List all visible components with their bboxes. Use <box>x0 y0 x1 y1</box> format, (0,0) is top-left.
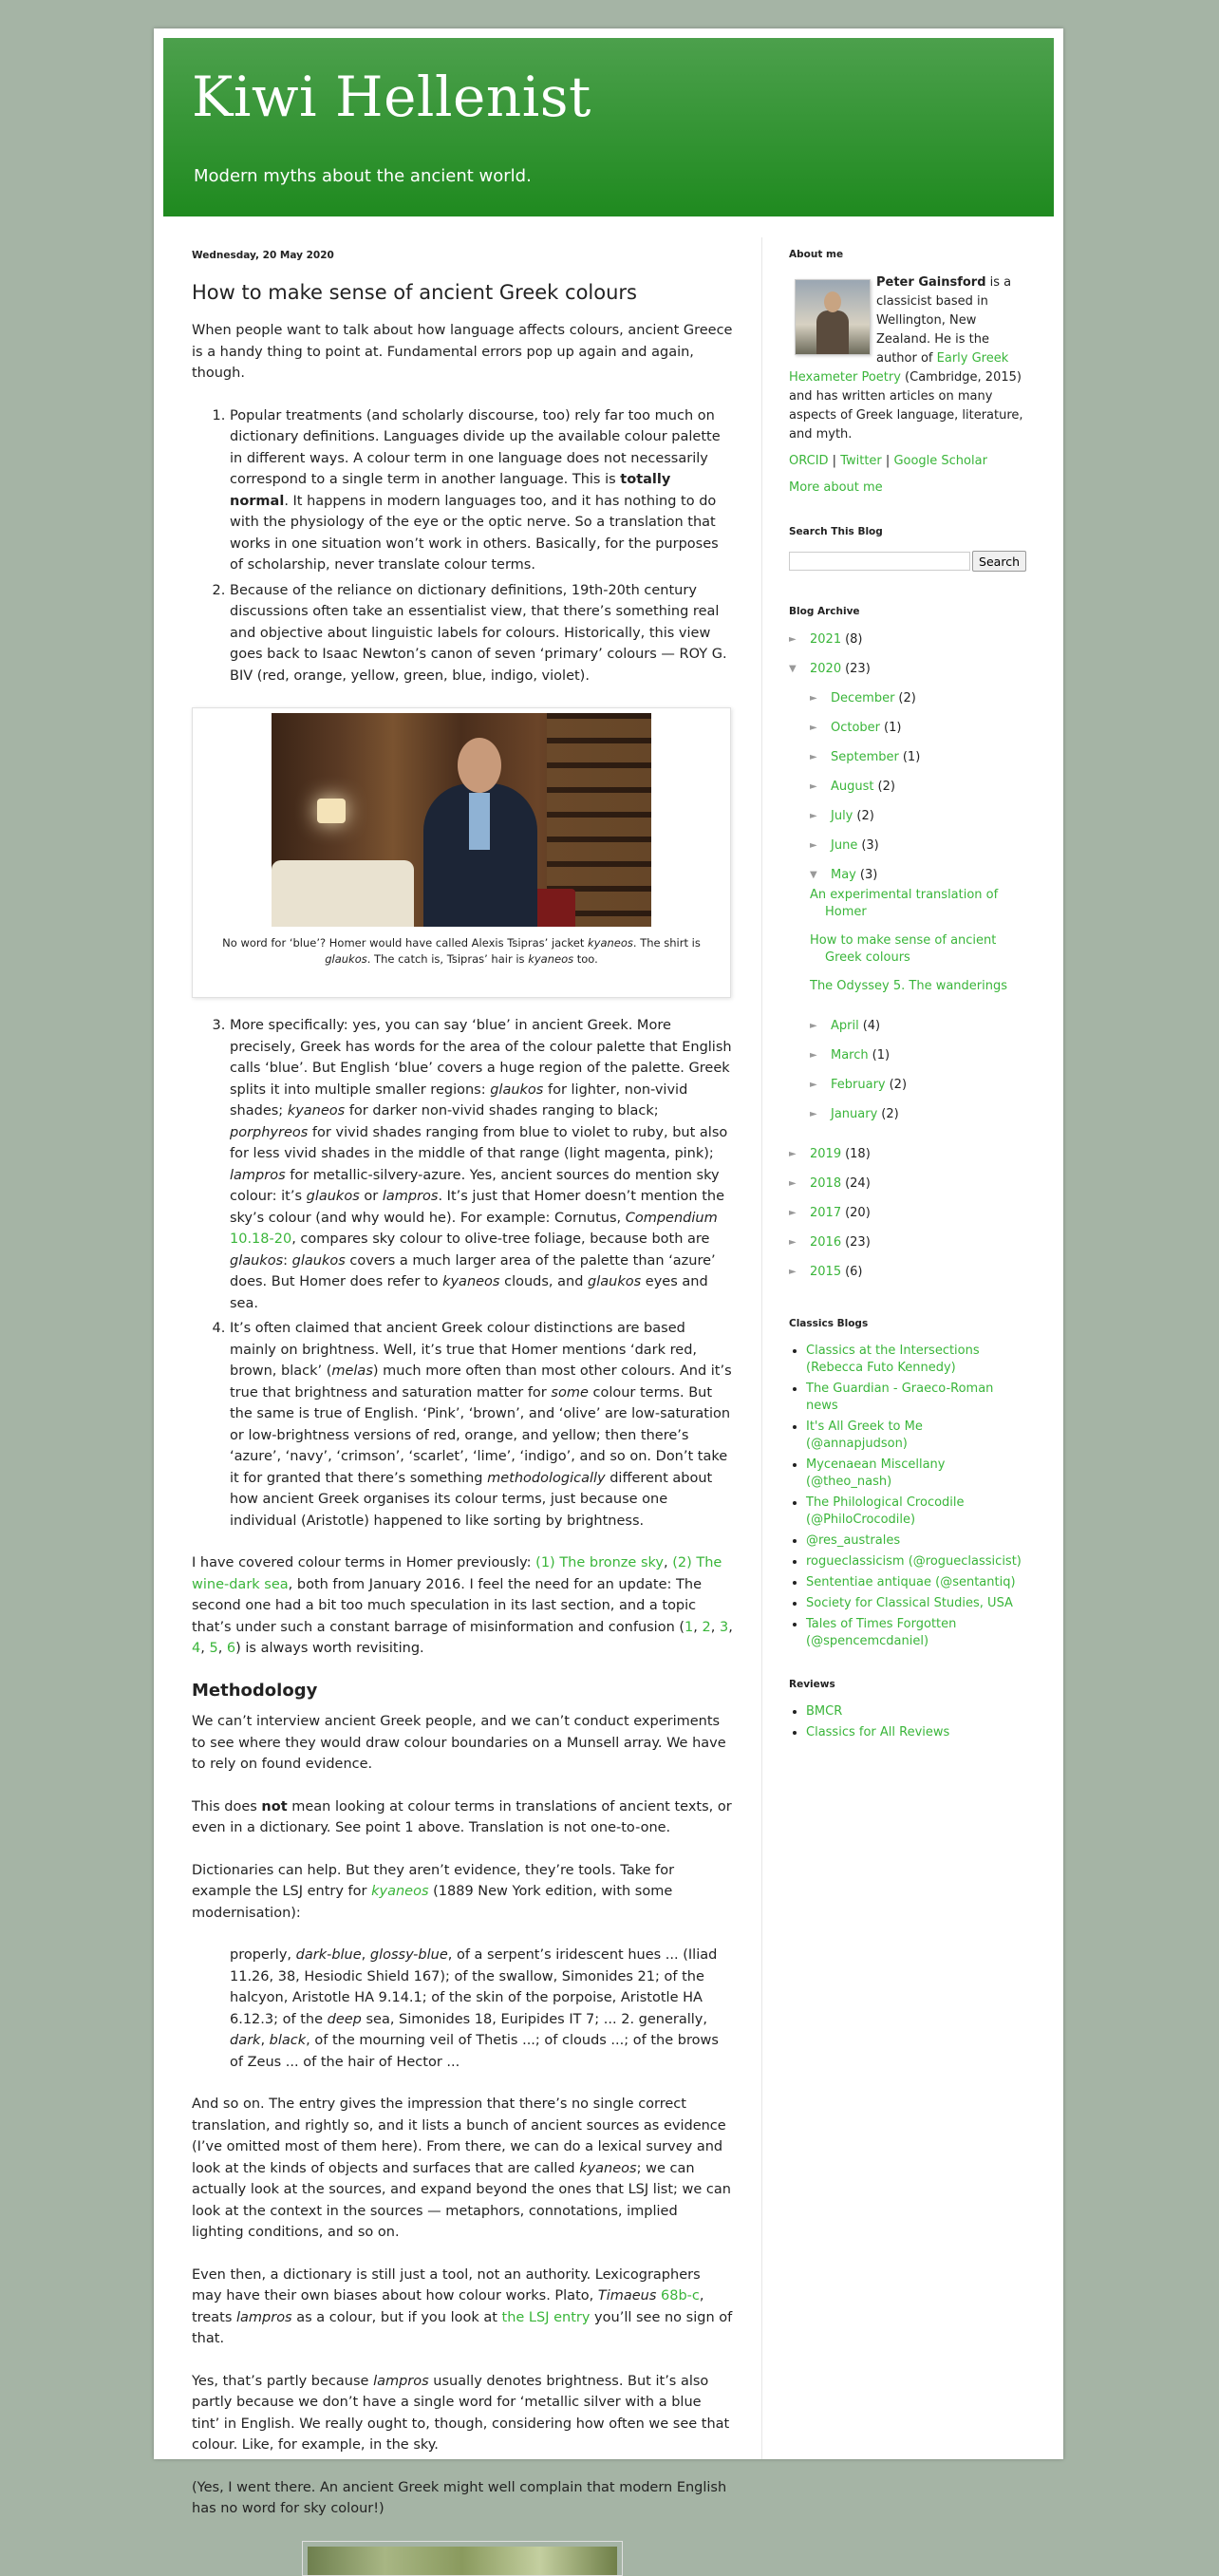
expand-toggle-icon[interactable]: ► <box>789 1208 797 1218</box>
expand-toggle-icon[interactable]: ► <box>810 693 817 704</box>
text-fragment: mean looking at colour terms in translations of ancient texts, or even in a dictionary. See point 1 above. Translation is not one-to-one. <box>192 1798 732 1835</box>
post-count: (2) <box>877 780 895 794</box>
post-count: (2) <box>856 809 874 823</box>
post-intro: When people want to talk about how language affects colours, ancient Greece is a handy thing to point at. Fundamental errors pop up again and again, though. <box>192 323 733 381</box>
points-list-1 <box>192 405 733 687</box>
year-link[interactable]: 2020 <box>810 662 842 676</box>
tsipras-photo[interactable] <box>272 713 651 927</box>
orcid-link[interactable]: ORCID <box>789 454 829 468</box>
more-about-me-link[interactable]: More about me <box>789 480 883 495</box>
text-fragment: More specifically: yes, you can say ‘blue’ in ancient Greek. More precisely, Greek has words for the area of the colour palette that English calls ‘blue’. But English ‘blue’ covers a huge region of the palette. Greek splits it into multiple smaller regions: <box>230 1018 732 1098</box>
text-fragment: , <box>260 2033 270 2048</box>
text-fragment: you’ll see no sign of that. <box>192 2309 733 2346</box>
search-button[interactable]: Search <box>972 551 1026 572</box>
blog-description: Modern myths about the ancient world. <box>194 166 532 186</box>
expand-toggle-icon[interactable]: ► <box>789 1149 797 1159</box>
post-count: (6) <box>845 1265 863 1279</box>
expand-toggle-icon[interactable]: ► <box>810 1080 817 1090</box>
blog-list-item <box>806 1595 1026 1612</box>
archive-post-link <box>810 978 1026 995</box>
blog-page <box>154 28 1063 2516</box>
month-link[interactable]: August <box>831 780 874 794</box>
ref-link-3[interactable]: 3 <box>719 1619 729 1635</box>
text-fragment: usually denotes brightness. But it’s also partly because we don’t have a single word for ‘metallic silver with a blue tint’ in English. We really ought to, though, considering how often we see that colour. Like, for example, in the sky. <box>192 2373 730 2453</box>
point-2: 2. Because of the reliance on dictionary definitions, 19th-20th century discussions often take an essentialist view, that there’s something real and objective about linguistic labels for colours. Historically, this view goes back to Isaac Newton’s canon of seven ‘primary’ colours — ROY G. BIV (red, orange, yellow, green, blue, indigo, violet). <box>230 580 733 687</box>
blog-list-item <box>806 1532 1026 1550</box>
post-count: (20) <box>845 1206 871 1220</box>
second-photo[interactable] <box>308 2547 617 2575</box>
profile-links <box>789 452 1026 471</box>
year-link[interactable]: 2015 <box>810 1265 842 1279</box>
ref-link-6[interactable]: 6 <box>226 1641 236 1656</box>
text-fragment: too. <box>573 952 598 966</box>
search-input[interactable] <box>789 552 970 571</box>
italic-term: lampros <box>373 2373 429 2389</box>
text-fragment: No word for ‘blue’? Homer would have called Alexis Tsipras’ jacket <box>222 936 588 950</box>
archive-month <box>810 1105 1026 1124</box>
post-count: (1) <box>884 721 902 735</box>
italic-term: kyaneos <box>442 1274 500 1289</box>
blog-link[interactable]: Mycenaean Miscellany (@theo_nash) <box>806 1457 946 1489</box>
post-link[interactable]: How to make sense of ancient Greek colours <box>810 933 997 965</box>
italic-term: kyaneos <box>588 936 633 950</box>
post-count: (2) <box>889 1078 908 1092</box>
blog-link[interactable]: It's All Greek to Me (@annapjudson) <box>806 1420 923 1451</box>
blog-list-item <box>806 1495 1026 1529</box>
text-fragment: . The catch is, Tsipras’ hair is <box>366 952 529 966</box>
blog-list-item <box>806 1343 1026 1377</box>
italic-term: kyaneos <box>528 952 574 966</box>
archive-month <box>810 748 1026 767</box>
year-link[interactable]: 2017 <box>810 1206 842 1220</box>
text-fragment: , <box>217 1641 227 1656</box>
blog-link[interactable]: The Guardian - Graeco-Roman news <box>806 1382 994 1413</box>
expand-toggle-icon[interactable]: ► <box>789 1237 797 1248</box>
methodology-para-6 <box>192 2371 733 2456</box>
text-fragment: . It happens in modern languages too, and it has nothing to do with the physiology of the eye or the optic nerve. So a translation that works in one situation won’t work in others. Basically, for the purposes of scholarship, never translate colour terms. <box>230 493 719 573</box>
text-fragment: . The shirt is <box>632 936 701 950</box>
text-fragment: It’s often claimed that ancient Greek colour distinctions are based mainly on brightness. Well, it’s true that Homer mentions ‘dark red, brown, black’ ( <box>230 1321 698 1379</box>
author-avatar[interactable] <box>795 279 871 355</box>
archive-month <box>810 689 1026 708</box>
previous-posts-paragraph <box>192 1552 733 1660</box>
collapse-toggle-icon[interactable]: ▼ <box>789 664 797 674</box>
expand-toggle-icon[interactable]: ► <box>810 781 817 792</box>
archive-month-may <box>810 866 1026 1006</box>
about-widget <box>789 245 1026 498</box>
post-count: (2) <box>881 1107 899 1121</box>
reviews-widget <box>789 1675 1026 1741</box>
text-fragment: , <box>200 1641 210 1656</box>
bold-text: totally normal <box>230 472 671 509</box>
archive-year <box>789 1204 1026 1223</box>
archive-year <box>789 1145 1026 1164</box>
text-fragment: Yes, that’s partly because <box>192 2373 374 2389</box>
archive-widget <box>789 602 1026 1282</box>
text-fragment: for metallic-silvery-azure. Yes, ancient sources do mention sky colour: it’s <box>230 1167 720 1204</box>
italic-term: methodologically <box>487 1470 606 1486</box>
post-count: (3) <box>859 868 878 882</box>
italic-term: kyaneos <box>371 1884 429 1899</box>
expand-toggle-icon[interactable]: ► <box>810 1050 817 1061</box>
archive-month <box>810 807 1026 826</box>
point-4 <box>230 1318 733 1532</box>
text-fragment: for vivid shades ranging from blue to violet to ruby, but also for less vivid shades in the middle of that range (light magenta, pink); <box>230 1124 728 1161</box>
compendium-link[interactable]: 10.18-20 <box>230 1232 292 1247</box>
review-list-item <box>806 1703 1026 1720</box>
lsj-entry-link[interactable]: the LSJ entry <box>501 2309 591 2325</box>
expand-toggle-icon[interactable]: ► <box>810 840 817 851</box>
google-scholar-link[interactable]: Google Scholar <box>893 454 987 468</box>
text-fragment: , <box>693 1619 703 1635</box>
text-fragment: . It’s just that Homer doesn’t mention the sky’s colour (and why would he). For example: Cornutus, <box>230 1189 724 1226</box>
may-posts-list <box>810 887 1026 995</box>
book-link[interactable]: Early Greek Hexameter Poetry <box>789 351 1009 385</box>
italic-term: porphyreos <box>230 1124 309 1140</box>
blog-title[interactable]: Kiwi Hellenist <box>192 65 591 129</box>
text-fragment: Even then, a dictionary is still just a tool, not an authority. Lexicographers may have their own biases about how colour works. Plato, <box>192 2266 701 2303</box>
italic-term: glaukos <box>306 1189 360 1204</box>
text-fragment: , of a serpent’s iridescent hues ... (Iliad 11.26, 38, Hesiodic Shield 167); of the swallow, Simonides 21; of the halcyon, Aristotle HA 9.14.1; of the skin of the porpoise, Aristotle HA 6.12.3; of the <box>230 1947 718 2027</box>
methodology-para-2 <box>192 1796 733 1839</box>
methodology-para-3 <box>192 1860 733 1925</box>
text-fragment: , <box>361 1947 370 1963</box>
about-text: is a classicist based in Wellington, New Zealand. He is the author of <box>876 275 1012 366</box>
expand-toggle-icon[interactable]: ► <box>810 723 817 733</box>
blog-link[interactable]: Sententiae antiquae (@sentantiq) <box>806 1575 1016 1589</box>
blog-link[interactable]: Society for Classical Studies, USA <box>806 1596 1013 1610</box>
italic-term: kyaneos <box>579 2160 637 2176</box>
archive-month <box>810 837 1026 856</box>
text-fragment: colour terms. But the same is true of English. ‘Pink’, ‘brown’, and ‘olive’ are low-saturation or low-brightness versions of red, orange, and yellow; then there’s ‘azure’, ‘navy’, ‘crimson’, ‘scarlet’, ‘lime’, ‘indigo’, and so on. Don’t take it for granted that there’s something <box>230 1384 731 1486</box>
month-link[interactable]: September <box>831 750 899 764</box>
post-count: (2) <box>898 691 916 705</box>
italic-term: glaukos <box>490 1081 544 1098</box>
month-link[interactable]: December <box>831 691 895 705</box>
review-link[interactable]: BMCR <box>806 1704 843 1719</box>
timaeus-link[interactable]: 68b-c <box>661 2288 700 2303</box>
year-link[interactable]: 2021 <box>810 632 842 647</box>
post-link[interactable]: An experimental translation of Homer <box>810 888 999 919</box>
blog-list-item <box>806 1616 1026 1650</box>
month-link[interactable]: July <box>831 809 853 823</box>
blog-list-item <box>806 1553 1026 1570</box>
blog-list-item <box>806 1457 1026 1491</box>
blog-link[interactable]: Tales of Times Forgotten (@spencemcdaniel) <box>806 1617 957 1648</box>
archive-post-link <box>810 932 1026 967</box>
expand-toggle-icon[interactable]: ► <box>810 752 817 762</box>
archive-year <box>789 1175 1026 1194</box>
about-content <box>789 273 1026 444</box>
text-fragment: eyes and sea. <box>230 1274 708 1311</box>
italic-term: glossy-blue <box>369 1947 448 1963</box>
month-link[interactable]: October <box>831 721 881 735</box>
month-link[interactable]: January <box>831 1107 878 1121</box>
italic-term: Timaeus <box>597 2288 657 2303</box>
italic-term: kyaneos <box>287 1103 346 1119</box>
text-fragment: ) much more often than most other colours. And it’s true that brightness and saturation matter for <box>230 1363 732 1401</box>
text-fragment: as a colour, but if you look at <box>291 2309 502 2325</box>
expand-toggle-icon[interactable]: ► <box>810 1109 817 1119</box>
month-link[interactable]: May <box>831 868 856 882</box>
archive-year <box>789 1233 1026 1252</box>
wine-dark-sea-link[interactable]: (2) The wine-dark sea <box>192 1555 722 1592</box>
italic-term: Compendium <box>625 1210 718 1226</box>
text-fragment: , <box>728 1619 733 1635</box>
text-fragment: different about how ancient Greek organises its colour terms, just because one individual (Aristotle) happened to like sorting by brightness. <box>230 1470 713 1529</box>
text-fragment: sea, Simonides 18, Euripides IT 7; ... 2. generally, <box>361 2011 707 2027</box>
post-count: (24) <box>845 1176 871 1191</box>
italic-term: deep <box>327 2011 362 2027</box>
ref-link-1[interactable]: 1 <box>685 1619 694 1635</box>
bronze-sky-link[interactable]: (1) The bronze sky <box>535 1555 664 1570</box>
point-3 <box>230 1015 733 1314</box>
lsj-quote <box>230 1945 733 2073</box>
archive-month <box>810 778 1026 797</box>
text-fragment: , <box>663 1555 673 1570</box>
post-title[interactable]: How to make sense of ancient Greek colours <box>192 280 637 304</box>
blog-link[interactable]: rogueclassicism (@rogueclassicist) <box>806 1554 1022 1569</box>
blog-list-item <box>806 1381 1026 1415</box>
italic-term: glaukos <box>291 1252 346 1269</box>
post-count: (23) <box>845 662 871 676</box>
archive-year-2020 <box>789 660 1026 1135</box>
tsipras-figure <box>192 707 731 998</box>
separator: | <box>828 454 841 468</box>
blog-link[interactable]: Classics at the Intersections (Rebecca Futo Kennedy) <box>806 1344 980 1375</box>
post-count: (1) <box>902 750 921 764</box>
collapse-toggle-icon[interactable]: ▼ <box>810 870 817 880</box>
text-fragment: clouds, and <box>499 1274 589 1289</box>
text-fragment: And so on. The entry gives the impression that there’s no single correct translation, and rightly so, and it lists a bunch of ancient sources as evidence (I’ve omitted most of them here). From there, we can do a lexical survey and look at the kinds of objects and surfaces that are called <box>192 2097 726 2176</box>
post-count: (8) <box>845 632 863 647</box>
text-fragment: or <box>359 1189 383 1204</box>
month-link[interactable]: February <box>831 1078 886 1092</box>
blog-link[interactable]: @res_australes <box>806 1533 901 1548</box>
italic-term: glaukos <box>230 1252 284 1269</box>
year-link[interactable]: 2019 <box>810 1147 842 1161</box>
text-fragment: ; we can actually look at the sources, and expand beyond the ones that LSJ list; we can look at the context in the sources — metaphors, connotations, implied lighting conditions, and so on. <box>192 2160 731 2240</box>
text-fragment: Dictionaries can help. But they aren’t evidence, they’re tools. Take for example the LSJ entry for <box>192 1862 675 1899</box>
archive-month <box>810 1017 1026 1036</box>
italic-term: glaukos <box>588 1274 642 1289</box>
points-list-2 <box>192 1015 733 1532</box>
archive-title: Blog Archive <box>789 606 860 617</box>
about-title: About me <box>789 249 844 260</box>
reviews-title: Reviews <box>789 1679 835 1690</box>
post-count: (1) <box>872 1048 891 1062</box>
archive-month <box>810 1046 1026 1065</box>
blog-link[interactable]: The Philological Crocodile (@PhiloCrocodile) <box>806 1495 965 1527</box>
methodology-heading: Methodology <box>192 1680 318 1701</box>
archive-post-link <box>810 887 1026 921</box>
methodology-para-1: We can’t interview ancient Greek people, and we can’t conduct experiments to see where they would draw colour boundaries on a Munsell array. We have to rely on found evidence. <box>192 1714 726 1772</box>
text-fragment: : <box>283 1252 292 1269</box>
reviews-list <box>789 1703 1026 1741</box>
month-link[interactable]: April <box>831 1019 859 1033</box>
italic-term: lampros <box>382 1189 439 1204</box>
italic-term: dark-blue <box>295 1947 362 1963</box>
main-column <box>192 245 733 2576</box>
search-widget <box>789 522 1026 572</box>
text-fragment: , treats <box>192 2288 704 2325</box>
text-fragment: I have covered colour terms in Homer previously: <box>192 1555 536 1570</box>
twitter-link[interactable]: Twitter <box>840 454 882 468</box>
bold-text: not <box>261 1798 288 1814</box>
post-count: (18) <box>845 1147 871 1161</box>
column-divider <box>761 237 762 2459</box>
expand-toggle-icon[interactable]: ► <box>810 811 817 821</box>
classics-blogs-widget <box>789 1314 1026 1650</box>
ref-link-5[interactable]: 5 <box>209 1641 218 1656</box>
methodology-para-4 <box>192 2094 733 2244</box>
post-date: Wednesday, 20 May 2020 <box>192 250 334 261</box>
expand-toggle-icon[interactable]: ► <box>789 1267 797 1277</box>
kyaneos-link[interactable] <box>371 1884 428 1899</box>
about-text: (Cambridge, 2015) and has written articles on many aspects of Greek language, literature, and myth. <box>789 370 1023 442</box>
year-link[interactable]: 2018 <box>810 1176 842 1191</box>
text-fragment: This does <box>192 1798 262 1814</box>
year-link[interactable]: 2016 <box>810 1235 842 1250</box>
classics-blogs-list <box>789 1343 1026 1650</box>
italic-term: melas <box>331 1363 373 1379</box>
review-link[interactable]: Classics for All Reviews <box>806 1725 950 1739</box>
month-link[interactable]: June <box>831 838 858 853</box>
methodology-para-7: (Yes, I went there. An ancient Greek might well complain that modern English has no word for sky colour!) <box>192 2479 727 2516</box>
blog-list-item <box>806 1419 1026 1453</box>
text-fragment: , <box>710 1619 720 1635</box>
italic-term: glaukos <box>325 952 367 966</box>
text-fragment: (1889 New York edition, with some modernisation): <box>192 1884 673 1921</box>
blog-list-item <box>806 1574 1026 1591</box>
blog-header <box>163 38 1054 216</box>
text-fragment: for lighter, non-vivid shades; <box>230 1081 688 1119</box>
ref-link-4[interactable]: 4 <box>192 1641 201 1656</box>
archive-year-2021 <box>789 630 1026 649</box>
archive-list <box>789 630 1026 1282</box>
text-fragment: properly, <box>230 1947 296 1963</box>
point-1 <box>230 405 733 576</box>
text-fragment: for darker non-vivid shades ranging to black; <box>345 1103 659 1119</box>
month-list <box>810 689 1026 1124</box>
separator: | <box>881 454 894 468</box>
italic-term: black <box>269 2033 307 2048</box>
italic-term: lampros <box>230 1167 286 1183</box>
review-list-item <box>806 1724 1026 1741</box>
month-link[interactable]: March <box>831 1048 869 1062</box>
text-fragment: Popular treatments (and scholarly discourse, too) rely far too much on dictionary definitions. Languages divide up the available colour palette in different ways. A colour term in one language does not necessarily correspond to a single term in another language. This is <box>230 407 721 487</box>
classics-blogs-title: Classics Blogs <box>789 1318 869 1329</box>
post-count: (3) <box>861 838 879 853</box>
post-link[interactable]: The Odyssey 5. The wanderings <box>810 979 1008 993</box>
search-title: Search This Blog <box>789 526 883 537</box>
text-fragment: , compares sky colour to olive-tree foliage, because both are <box>291 1232 710 1247</box>
post-count: (4) <box>862 1019 881 1033</box>
expand-toggle-icon[interactable]: ► <box>789 634 797 645</box>
author-name: Peter Gainsford <box>876 275 986 290</box>
text-fragment: ) is always worth revisiting. <box>235 1641 424 1656</box>
italic-term: lampros <box>235 2309 292 2325</box>
text-fragment: covers a much larger area of the palette than ‘azure’ does. But Homer does refer to <box>230 1252 716 1289</box>
italic-term: dark <box>230 2033 261 2048</box>
expand-toggle-icon[interactable]: ► <box>789 1178 797 1189</box>
italic-term: some <box>551 1384 589 1401</box>
figure-caption <box>199 935 723 968</box>
text-fragment: , of the mourning veil of Thetis ...; of clouds ...; of the brows of Zeus ... of the hair of Hector ... <box>230 2033 719 2070</box>
text-fragment: , both from January 2016. I feel the need for an update: The second one had a bit too much speculation in its last section, and a topic that’s under such a constant barrage of misinformation and confusion ( <box>192 1576 702 1635</box>
expand-toggle-icon[interactable]: ► <box>810 1021 817 1031</box>
archive-month <box>810 1076 1026 1095</box>
sidebar <box>789 245 1026 1766</box>
archive-month <box>810 719 1026 738</box>
archive-year <box>789 1263 1026 1282</box>
ref-link-2[interactable]: 2 <box>702 1619 711 1635</box>
second-figure <box>302 2541 623 2576</box>
methodology-para-5 <box>192 2265 733 2350</box>
post-count: (23) <box>845 1235 871 1250</box>
